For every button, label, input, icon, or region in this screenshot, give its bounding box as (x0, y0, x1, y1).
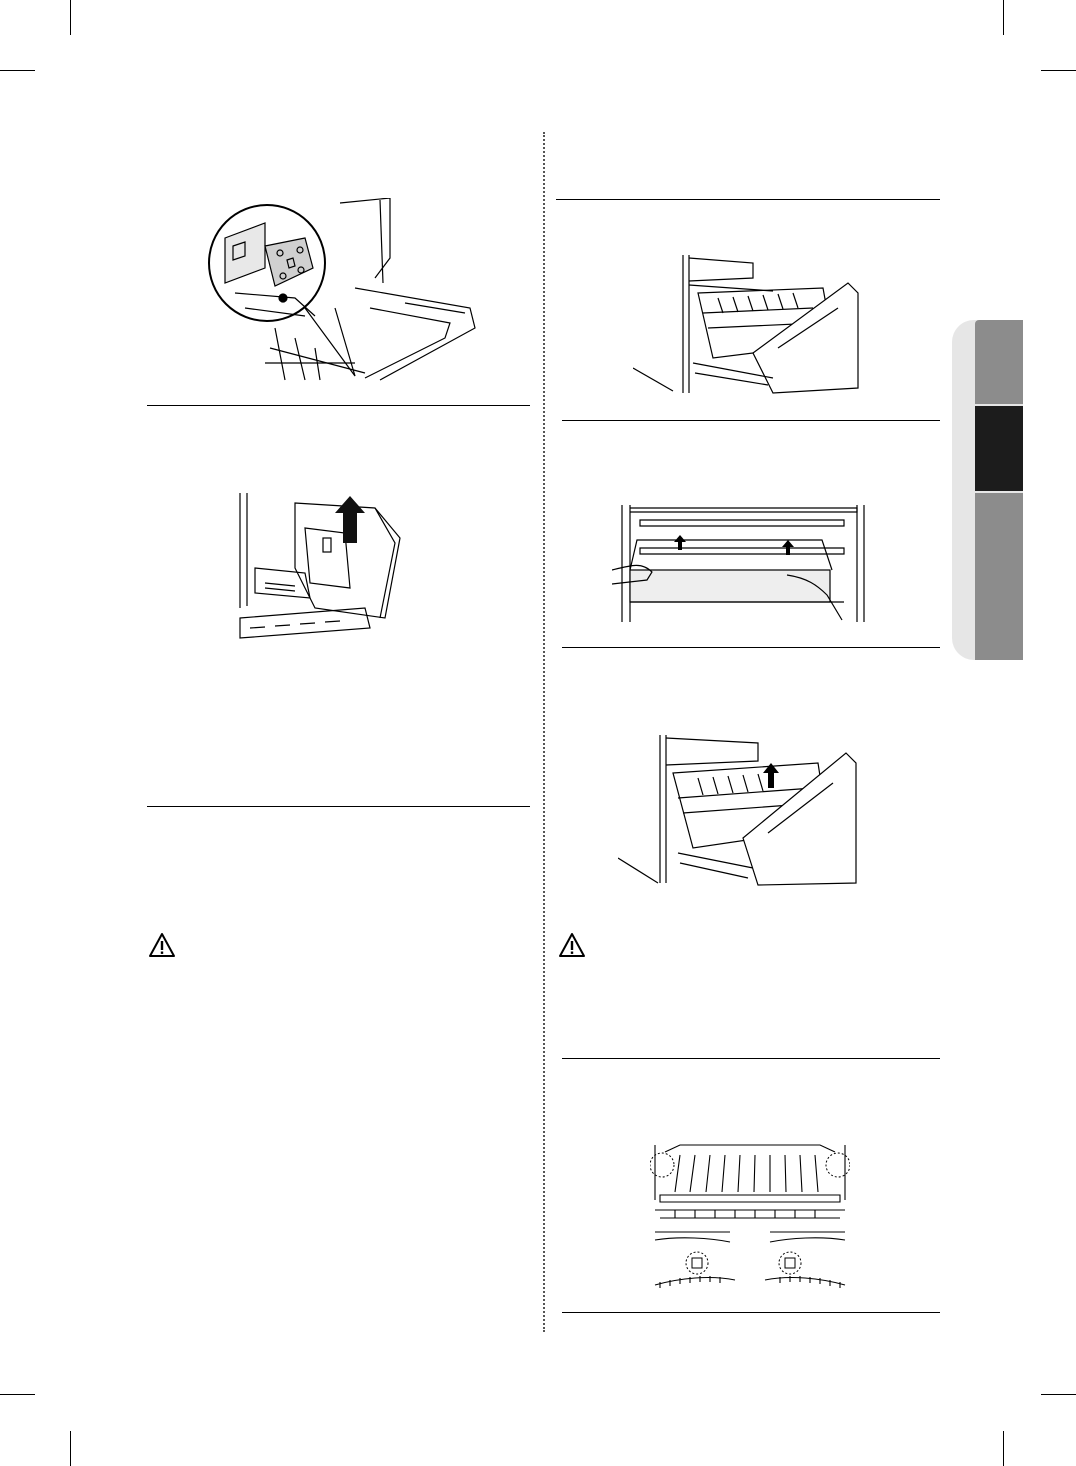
section-rule (147, 405, 530, 406)
clip-highlight (650, 1153, 674, 1177)
crop-mark (70, 1431, 71, 1466)
hinge-bracket-detail-figure (205, 198, 480, 382)
crop-mark (1041, 1394, 1076, 1395)
section-rule (556, 199, 940, 200)
side-tab[interactable] (975, 320, 1023, 404)
crop-mark (70, 0, 71, 35)
clip-highlight (826, 1153, 850, 1177)
cover-lift-hands-figure (612, 500, 874, 624)
section-rule (562, 1058, 940, 1059)
section-rule (562, 420, 940, 421)
drawer-lift-off-figure (235, 488, 410, 643)
basket-lift-figure (618, 733, 863, 888)
clip-highlight (779, 1252, 801, 1274)
warning-triangle-icon (558, 932, 586, 960)
warning-triangle-icon (148, 932, 176, 960)
section-rule (147, 806, 530, 807)
side-tab[interactable] (975, 493, 1023, 660)
crop-mark (1041, 70, 1076, 71)
crop-mark (1003, 1431, 1004, 1466)
crop-mark (1003, 0, 1004, 35)
column-divider (543, 132, 545, 1332)
crop-mark (0, 1394, 35, 1395)
drawer-open-rails-figure (633, 253, 863, 395)
rail-clips-detail-figure (650, 1140, 850, 1295)
crop-mark (0, 70, 35, 71)
section-rule (562, 1312, 940, 1313)
clip-highlight (686, 1252, 708, 1274)
section-rule (562, 647, 940, 648)
side-tab-active[interactable] (975, 406, 1023, 491)
